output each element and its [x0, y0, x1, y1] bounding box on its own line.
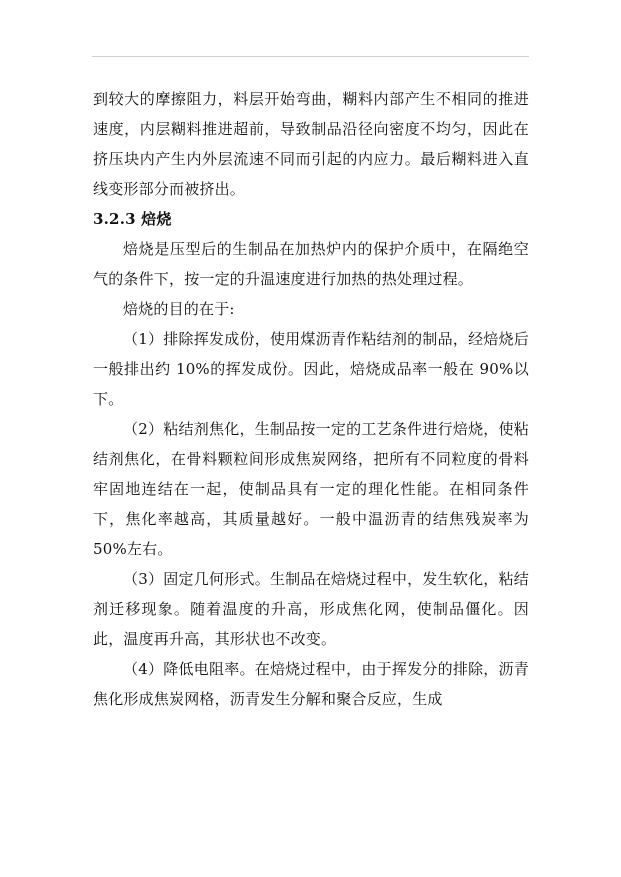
continuation-paragraph: 到较大的摩擦阻力，料层开始弯曲，糊料内部产生不相同的推进速度，内层糊料推进超前，导致制品沿径向密度不均匀，因此在挤压块内产生内外层流速不同而引起的内应力。最后糊料进入直线变形部分而被挤出。 [93, 90, 529, 198]
intro-paragraph: 焙烧是压型后的生制品在加热炉内的保护介质中，在隔绝空气的条件下，按一定的升温速度进行加热的热处理过程。 [93, 240, 529, 288]
purpose-item-2: （2）粘结剂焦化，生制品按一定的工艺条件进行焙烧，使粘结剂焦化，在骨料颗粒间形成焦炭网络，把所有不同粒度的骨料牢固地连结在一起，使制品具有一定的理化性能。在相同条件下，焦化率越高，其质量越好。一般中温沥青的结焦残炭率为 50%左右。 [93, 420, 529, 558]
header-rule [92, 56, 529, 57]
purpose-item-1: （1）排除挥发成份，使用煤沥青作粘结剂的制品，经焙烧后一般排出约 10%的挥发成份。因此，焙烧成品率一般在 90%以下。 [93, 330, 529, 408]
document-body [93, 84, 529, 714]
purpose-item-3: （3）固定几何形式。生制品在焙烧过程中，发生软化，粘结剂迁移现象。随着温度的升高，形成焦化网，使制品僵化。因此，温度再升高，其形状也不改变。 [93, 570, 529, 648]
section-heading: 3.2.3 焙烧 [93, 210, 172, 228]
purpose-lead: 焙烧的目的在于: [123, 300, 235, 318]
purpose-item-4: （4）降低电阻率。在焙烧过程中，由于挥发分的排除，沥青焦化形成焦炭网格，沥青发生分解和聚合反应，生成 [93, 660, 529, 708]
